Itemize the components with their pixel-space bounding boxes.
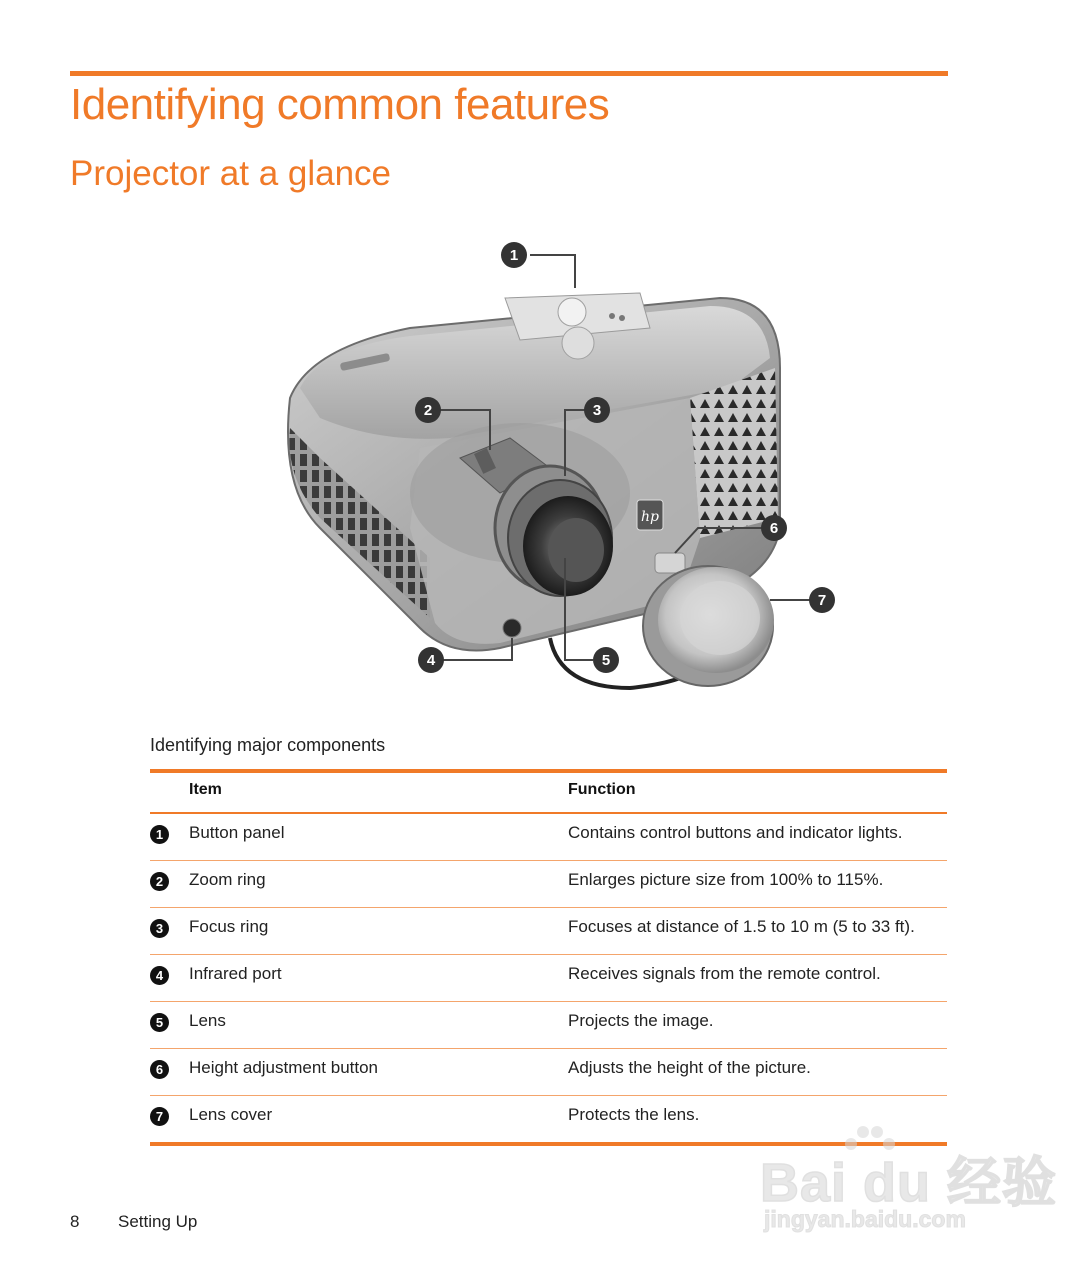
watermark-brand: Bai du 经验 bbox=[760, 1153, 1058, 1213]
row-item: Lens bbox=[189, 1011, 226, 1030]
row-function: Adjusts the height of the picture. bbox=[568, 1058, 811, 1077]
table-row bbox=[150, 908, 947, 955]
row-item: Height adjustment button bbox=[189, 1058, 379, 1077]
row-number-badge: 3 bbox=[150, 919, 169, 938]
row-number-badge: 6 bbox=[150, 1060, 169, 1079]
callout-2 bbox=[415, 397, 441, 423]
callout-3 bbox=[584, 397, 610, 423]
row-function: Contains control buttons and indicator lights. bbox=[568, 823, 903, 842]
callout-7 bbox=[809, 587, 835, 613]
page-title: Identifying common features bbox=[70, 80, 610, 129]
callout-6 bbox=[761, 515, 787, 541]
row-function: Focuses at distance of 1.5 to 10 m (5 to 33 ft). bbox=[568, 917, 915, 936]
callout-1 bbox=[501, 242, 527, 268]
row-number-badge: 1 bbox=[150, 825, 169, 844]
table-header bbox=[150, 773, 947, 814]
row-number-badge: 4 bbox=[150, 966, 169, 985]
table-row bbox=[150, 1049, 947, 1096]
row-item: Infrared port bbox=[189, 964, 282, 983]
row-item: Button panel bbox=[189, 823, 285, 842]
table-caption: Identifying major components bbox=[150, 735, 386, 755]
header-function: Function bbox=[568, 781, 636, 798]
svg-text:1: 1 bbox=[509, 247, 519, 264]
callout-4 bbox=[418, 647, 444, 673]
table-row bbox=[150, 955, 947, 1002]
header-item: Item bbox=[189, 781, 222, 798]
table-row bbox=[150, 814, 947, 861]
row-item: Zoom ring bbox=[189, 870, 266, 889]
footer-section: Setting Up bbox=[118, 1212, 198, 1231]
row-number-badge: 5 bbox=[150, 1013, 169, 1032]
svg-text:4: 4 bbox=[426, 652, 436, 669]
row-item: Focus ring bbox=[189, 917, 269, 936]
row-item: Lens cover bbox=[189, 1105, 273, 1124]
watermark-url: jingyan.baidu.com bbox=[764, 1206, 966, 1232]
section-subtitle: Projector at a glance bbox=[70, 154, 392, 193]
svg-text:6: 6 bbox=[769, 520, 779, 537]
page-number: 8 bbox=[70, 1212, 80, 1231]
row-number-badge: 2 bbox=[150, 872, 169, 891]
row-function: Projects the image. bbox=[568, 1011, 714, 1030]
row-function: Receives signals from the remote control. bbox=[568, 964, 881, 983]
row-function: Enlarges picture size from 100% to 115%. bbox=[568, 870, 884, 889]
table-row bbox=[150, 1002, 947, 1049]
svg-text:3: 3 bbox=[592, 402, 602, 419]
table-row bbox=[150, 861, 947, 908]
row-number-badge: 7 bbox=[150, 1107, 169, 1126]
svg-text:7: 7 bbox=[817, 592, 827, 609]
projector-illustration bbox=[250, 228, 850, 708]
top-rule bbox=[70, 71, 948, 76]
svg-text:5: 5 bbox=[601, 652, 611, 669]
hp-logo: hp bbox=[641, 509, 659, 525]
svg-text:2: 2 bbox=[423, 402, 433, 419]
baidu-watermark bbox=[742, 1118, 1058, 1238]
components-table bbox=[150, 769, 947, 1146]
row-function: Protects the lens. bbox=[568, 1105, 700, 1124]
callout-5 bbox=[593, 647, 619, 673]
